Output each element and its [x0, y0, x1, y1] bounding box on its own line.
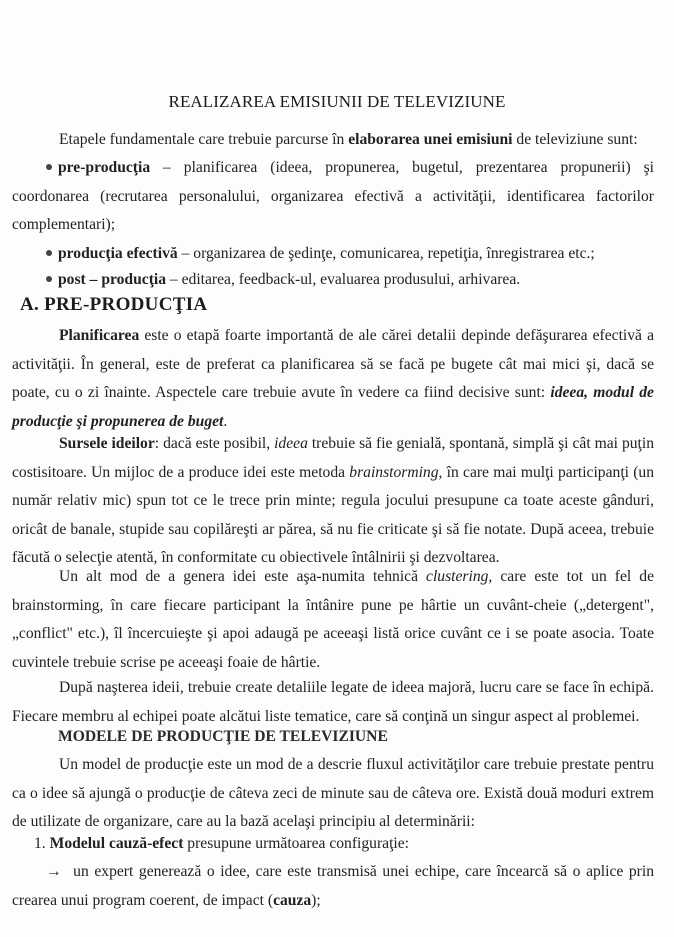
bullet-item [12, 240, 654, 269]
paragraph-text: este o etapă foarte importantă de ale cărei detalii depinde defăşurarea efectivă a activităţii. În general, este de preferat ca planificarea să se facă pe bugete cât mai mici şi, dacă se poate, cu o zi înainte. Aspectele care trebuie avute în vedere ca fiind decisive sunt: [12, 327, 654, 402]
modele-paragraph: Un model de producţie este un mod de a descrie fluxul activităţilor care trebuie prestate pentru ca o idee să ajungă o producţie de câteva zeci de minute sau de câteva ore. Există două moduri extrem de utilizate de organizare, care au la bază acelaşi principiu al determinării: [12, 756, 654, 831]
paragraph-text: , în care mai mulţi participanţi (un număr relativ mic) spun tot ce le trece prin minte; regula jocului presupune ca toate aceste gânduri, oricât de banale, stupide sau copilăreşti ar părea, să nu fie criticate şi să fie notate. După aceea, trebuie făcută o selecţie atentă, în conformitate cu obiectivele întâlnirii şi dezvoltarea. [12, 463, 654, 567]
bullet-text: – editarea, feedback-ul, evaluarea produsului, arhivarea. [166, 271, 521, 288]
bullet-label: pre-producţia [58, 159, 151, 176]
paragraph-text: trebuie să fie genială, spontană, simplă şi cât mai puţin costisitoare. Un mijloc de a produce idei este metoda [12, 435, 654, 481]
item-text: presupune următoarea configuraţie: [183, 835, 409, 852]
term-italic: propunerea de buget [90, 412, 224, 430]
item-text: un expert generează o idee, care este transmisă unei echipe, care încearcă să o aplice prin crearea unui program coerent, de impact ( [12, 863, 654, 909]
paragraph-text: : dacă este posibil, [154, 435, 275, 452]
dupa-paragraph: După naşterea ideii, trebuie create detaliile legate de ideea majoră, lucru care se face în echipă. Fiecare membru al echipei poate alcătui liste tematice, care să conţină un singur aspect al problemei. [12, 679, 654, 725]
intro-bold: elaborarea unei emisiuni [348, 131, 513, 148]
intro-text-end: de televiziune sunt: [512, 131, 638, 148]
paragraph-end: . [223, 412, 228, 430]
numbered-item [12, 830, 654, 859]
term-italic: ideea [274, 435, 308, 452]
item-number: 1. [34, 835, 46, 852]
bullet-icon [46, 250, 52, 256]
term-italic: modul de producţie [12, 384, 654, 430]
subsection-heading: MODELE DE PRODUCŢIE DE TELEVIZIUNE [58, 728, 388, 745]
section-heading: A. PRE-PRODUCŢIA [20, 294, 208, 315]
term-italic: clustering [426, 568, 489, 585]
surse-paragraph [12, 430, 654, 573]
term-bold: Planificarea [59, 327, 140, 344]
intro-text: Etapele fundamentale care trebuie parcurse în [59, 131, 349, 148]
bullet-label: post – producţia [58, 271, 167, 288]
intro-paragraph [12, 126, 654, 155]
term-bold: cauza [273, 891, 312, 909]
paragraph-text: , care este tot un fel de brainstorming, în care fiecare participant la întânire pune pe hârtie un cuvânt-cheie („detergent", „conflict" etc.), îl încercuieşte şi apoi adaugă pe aceeaşi listă orice cuvânt ce i se poate asocia. Toate cuvintele trebuie scrise pe aceeaşi foaie de hârtie. [12, 568, 654, 671]
page-title: REALIZAREA EMISIUNII DE TELEVIZIUNE [168, 92, 506, 111]
arrow-right-icon: → [46, 863, 62, 880]
arrow-item [12, 858, 654, 915]
term-bold: Sursele ideilor [59, 435, 155, 452]
bullet-item [12, 266, 654, 295]
term-bold: Modelul cauză-efect [49, 835, 184, 852]
term-italic: ideea [550, 384, 585, 402]
term-italic: brainstorming [349, 463, 439, 481]
bullet-icon [46, 164, 52, 170]
separator-text: , [584, 384, 594, 402]
item-text-end: ); [311, 891, 321, 909]
bullet-item [12, 154, 654, 240]
separator-text: şi [72, 412, 91, 430]
paragraph-text: Un alt mod de a genera idei este aşa-numita tehnică [59, 568, 427, 585]
bullet-label: producţia efectivă [58, 245, 178, 262]
bullet-icon [46, 276, 52, 282]
bullet-text: – organizarea de şedinţe, comunicarea, repetiţia, înregistrarea etc.; [177, 245, 595, 262]
clustering-paragraph [12, 563, 654, 677]
bullet-text: – planificarea (ideea, propunerea, bugetul, prezentarea propunerii) şi coordonarea (recrutarea personalului, organizarea efectivă a activităţii, identificarea factorilor complementari); [12, 159, 654, 234]
planificarea-paragraph [12, 322, 654, 436]
